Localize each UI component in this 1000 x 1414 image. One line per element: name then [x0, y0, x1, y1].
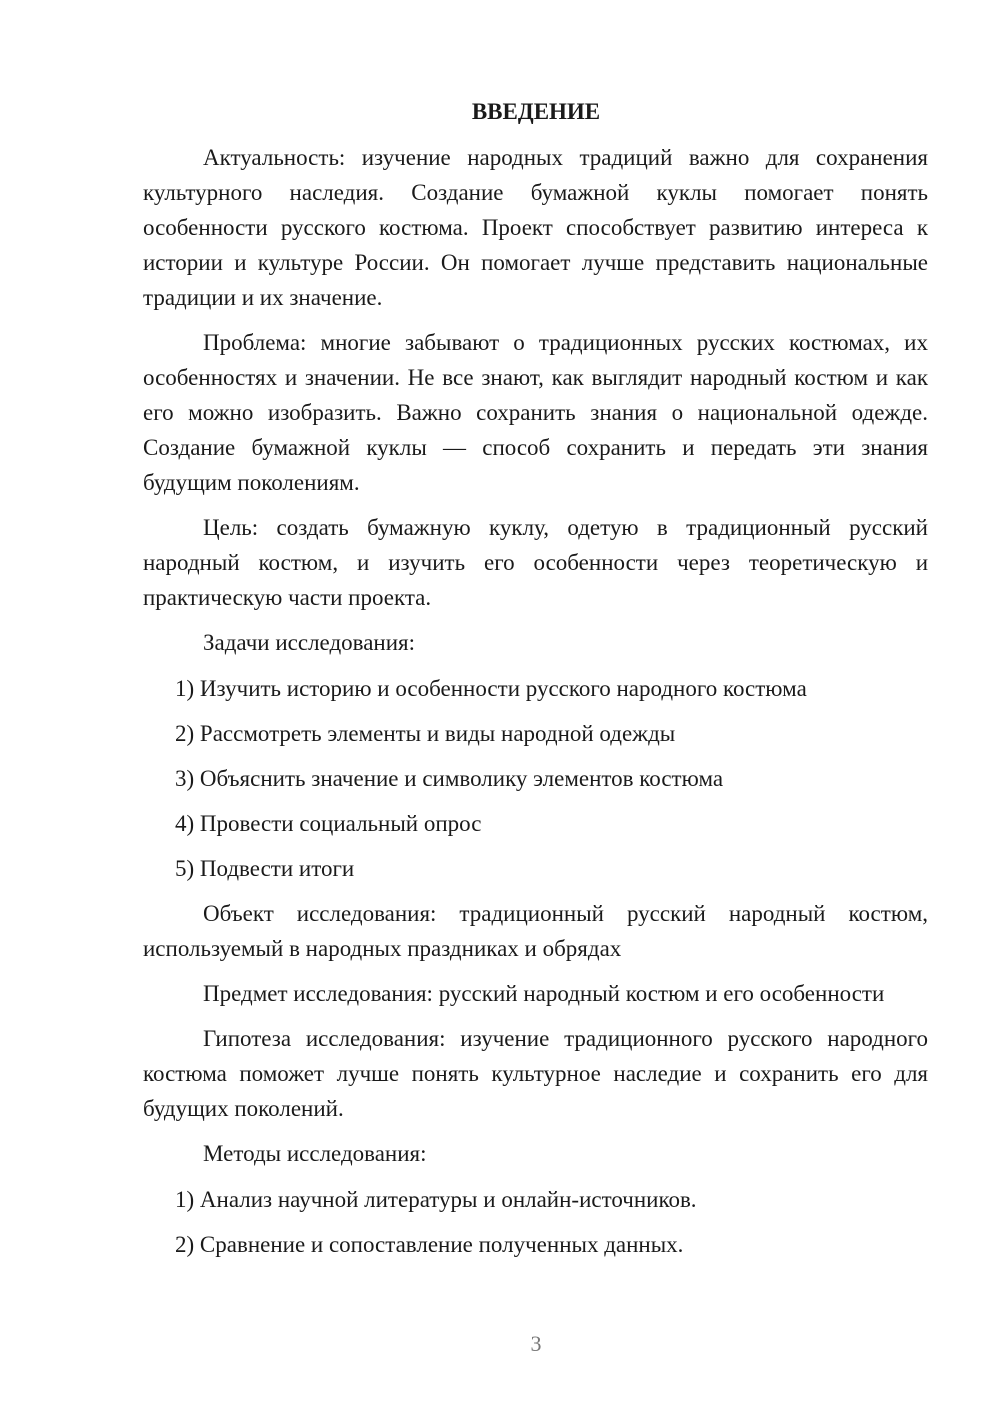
list-item: 1) Изучить историю и особенности русского народного костюма [175, 676, 807, 701]
actuality-paragraph: Актуальность: изучение народных традиций важно для сохранения культурного наследия. Создание бумажной куклы помогает понять особенности русского костюма. Проект способствует развитию интереса к истории и культуре России. Он помогает лучше представить национальные традиции и их значение. [143, 145, 928, 310]
list-item: 2) Сравнение и сопоставление полученных данных. [175, 1232, 684, 1257]
list-item: 1) Анализ научной литературы и онлайн-источников. [175, 1187, 697, 1212]
subject-paragraph: Предмет исследования: русский народный костюм и его особенности [203, 981, 885, 1006]
hypothesis-paragraph: Гипотеза исследования: изучение традиционного русского народного костюма поможет лучше понять культурное наследие и сохранить его для будущих поколений. [143, 1026, 928, 1121]
list-item: 2) Рассмотреть элементы и виды народной одежды [175, 721, 676, 746]
list-item: 5) Подвести итоги [175, 856, 355, 881]
methods-list [143, 1182, 928, 1262]
body-text [143, 140, 928, 1272]
page-number: 3 [530, 1331, 542, 1356]
list-item: 3) Объяснить значение и символику элементов костюма [175, 766, 724, 791]
tasks-heading: Задачи исследования: [203, 630, 416, 655]
problem-paragraph: Проблема: многие забывают о традиционных русских костюмах, их особенностях и значении. Не все знают, как выглядит народный костюм и как его можно изобразить. Важно сохранить знания о национальной одежде. Создание бумажной куклы — способ сохранить и передать эти знания будущим поколениям. [143, 330, 928, 495]
list-item: 4) Провести социальный опрос [175, 811, 482, 836]
tasks-list [143, 671, 928, 886]
goal-paragraph: Цель: создать бумажную куклу, одетую в традиционный русский народный костюм, и изучить его особенности через теоретическую и практическую части проекта. [143, 515, 928, 610]
methods-heading: Методы исследования: [203, 1141, 427, 1166]
page-title: ВВЕДЕНИЕ [471, 99, 601, 124]
object-paragraph: Объект исследования: традиционный русский народный костюм, используемый в народных праздниках и обрядах [143, 901, 928, 961]
